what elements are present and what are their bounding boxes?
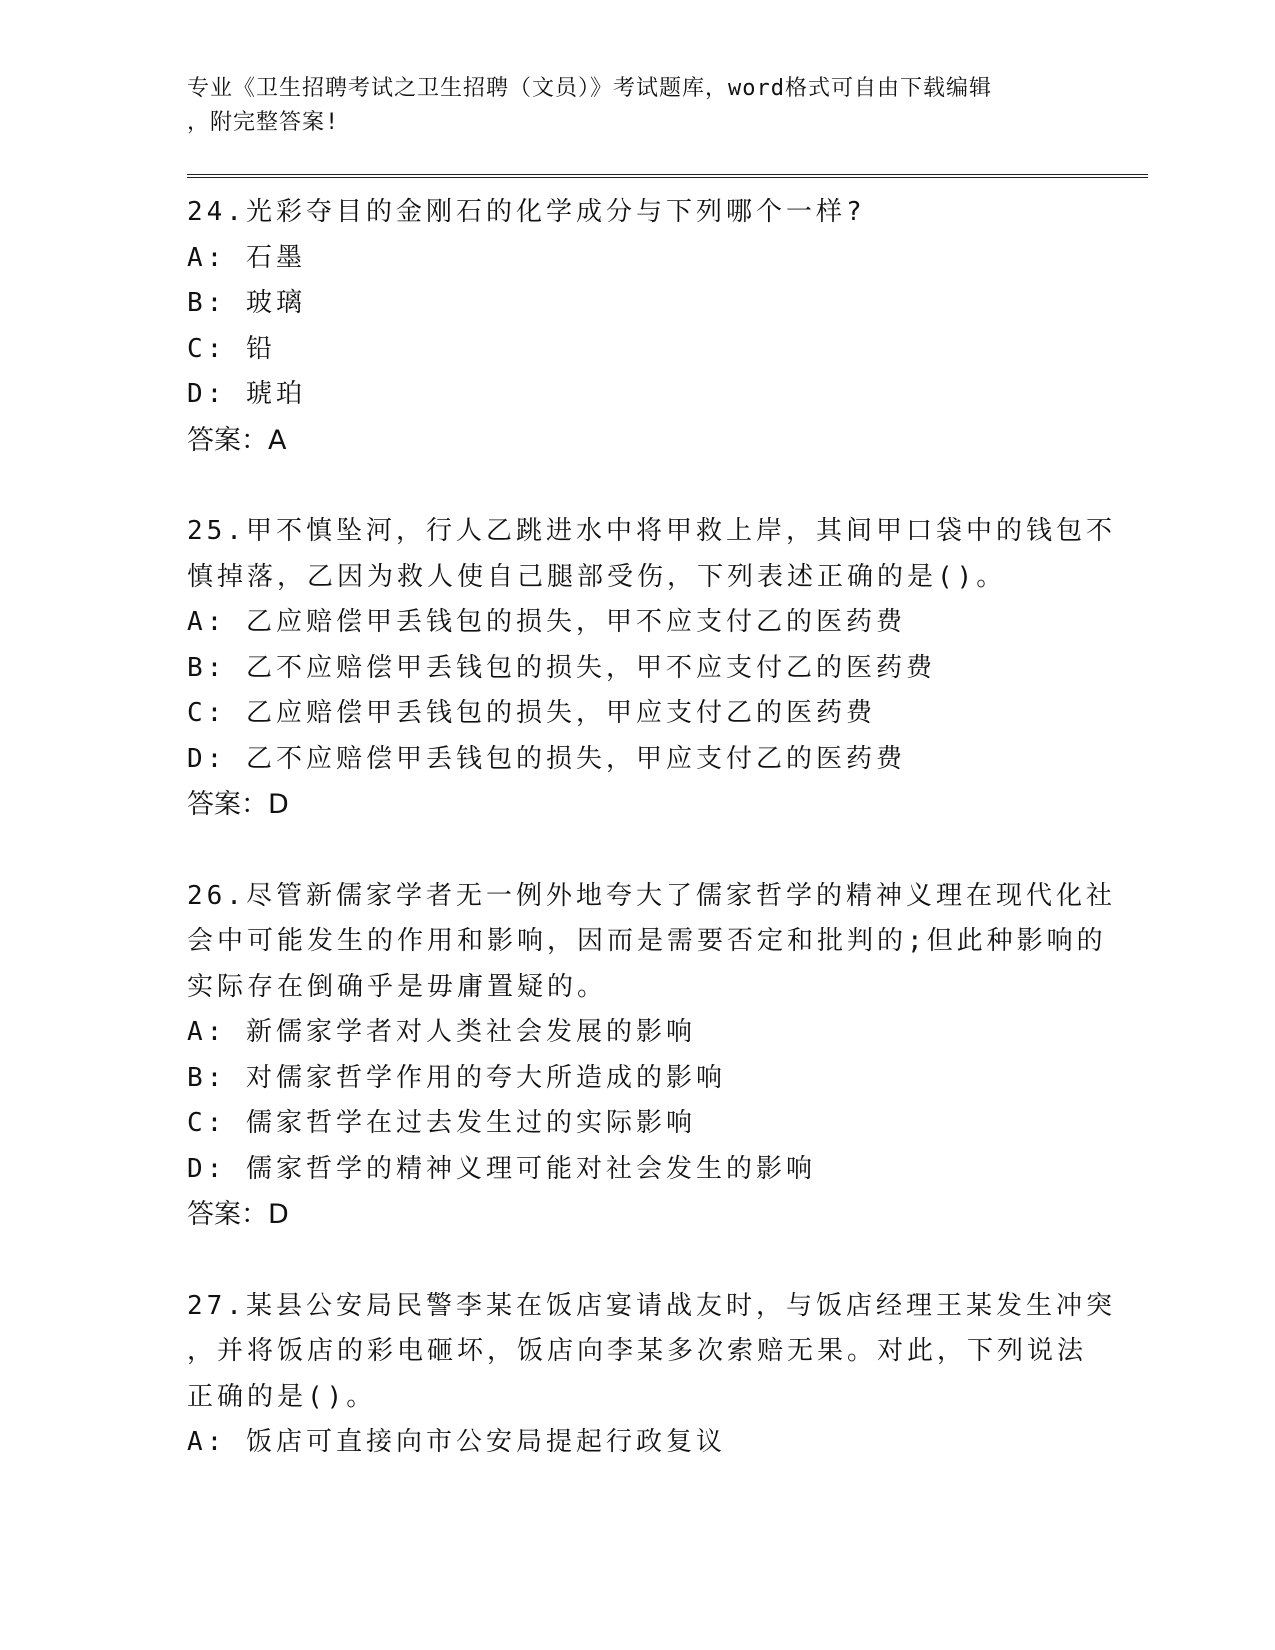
option-b: B: 对儒家哲学作用的夸大所造成的影响 <box>187 1062 726 1093</box>
question-stem: ，并将饭店的彩电砸坏，饭店向李某多次索赔无果。对此，下列说法 <box>187 1336 1088 1366</box>
question-stem: 实际存在倒确乎是毋庸置疑的。 <box>187 971 608 1002</box>
header-line: 专业《卫生招聘考试之卫生招聘（文员）》考试题库，word格式可自由下载编辑 <box>187 76 992 101</box>
question-26 <box>187 874 1147 1238</box>
question-25 <box>187 509 1147 828</box>
option-c: C: 儒家哲学在过去发生过的实际影响 <box>187 1108 696 1138</box>
option-c: C: 乙应赔偿甲丢钱包的损失，甲应支付乙的医药费 <box>187 698 876 728</box>
option-d: D: 琥珀 <box>187 379 306 409</box>
option-b: B: 乙不应赔偿甲丢钱包的损失，甲不应支付乙的医药费 <box>187 652 936 683</box>
answer: 答案：D <box>187 1199 289 1230</box>
question-stem: 会中可能发生的作用和影响，因而是需要否定和批判的;但此种影响的 <box>187 926 1107 956</box>
question-list <box>187 190 1147 1466</box>
option-a: A: 新儒家学者对人类社会发展的影响 <box>187 1017 696 1047</box>
question-stem: 25.甲不慎坠河，行人乙跳进水中将甲救上岸，其间甲口袋中的钱包不 <box>187 516 1116 546</box>
option-d: D: 乙不应赔偿甲丢钱包的损失，甲应支付乙的医药费 <box>187 743 906 774</box>
question-stem: 27.某县公安局民警李某在饭店宴请战友时，与饭店经理王某发生冲突 <box>187 1290 1116 1321</box>
answer: 答案：A <box>187 424 287 456</box>
header-divider <box>187 174 1148 178</box>
option-b: B: 玻璃 <box>187 288 306 318</box>
question-24 <box>187 190 1147 463</box>
option-a: A: 乙应赔偿甲丢钱包的损失，甲不应支付乙的医药费 <box>187 607 906 637</box>
question-stem: 慎掉落，乙因为救人使自己腿部受伤，下列表述正确的是()。 <box>187 561 1007 592</box>
question-stem: 26.尽管新儒家学者无一例外地夸大了儒家哲学的精神义理在现代化社 <box>187 880 1116 911</box>
document-header <box>187 72 1087 140</box>
option-c: C: 铅 <box>187 333 276 364</box>
question-27 <box>187 1284 1147 1466</box>
option-a: A: 饭店可直接向市公安局提起行政复议 <box>187 1427 726 1457</box>
question-stem: 正确的是()。 <box>187 1381 377 1412</box>
option-d: D: 儒家哲学的精神义理可能对社会发生的影响 <box>187 1153 816 1184</box>
option-a: A: 石墨 <box>187 242 306 273</box>
header-line: ，附完整答案! <box>187 110 340 135</box>
answer: 答案：D <box>187 789 289 820</box>
question-stem: 24.光彩夺目的金刚石的化学成分与下列哪个一样? <box>187 197 866 227</box>
